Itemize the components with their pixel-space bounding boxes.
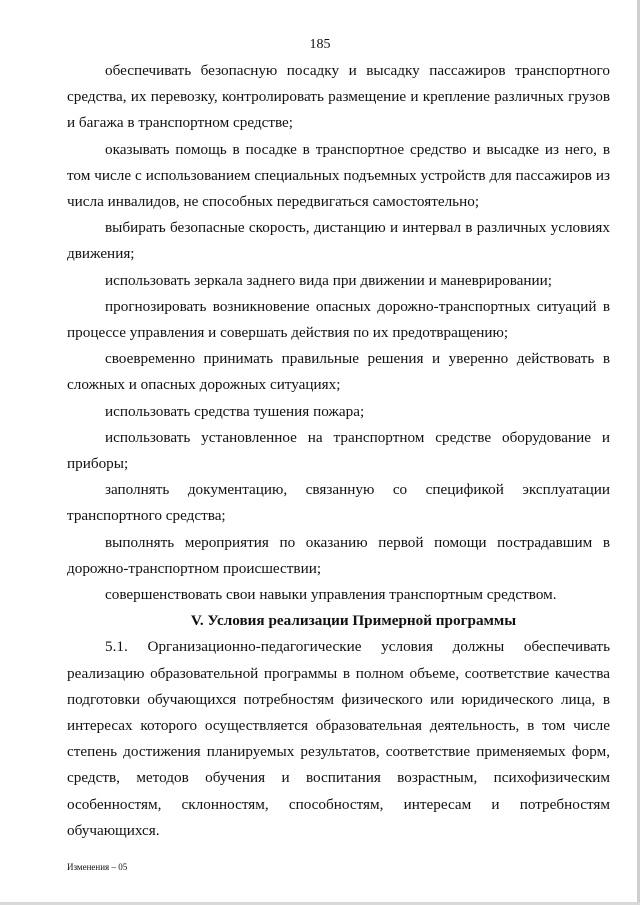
list-item: обеспечивать безопасную посадку и высадку пассажиров транспортного средства, их перевозку, контролировать размещение и крепление различных грузов и багажа в транспортном средстве;: [67, 62, 610, 132]
list-item: своевременно принимать правильные решения и уверенно действовать в сложных и опасных дорожных ситуациях;: [67, 350, 610, 394]
footer-note: Изменения – 05: [67, 862, 128, 872]
page-body: [67, 58, 610, 844]
page-number: 185: [309, 37, 331, 52]
list-item: заполнять документацию, связанную со спецификой эксплуатации транспортного средства;: [67, 481, 610, 525]
list-item: оказывать помощь в посадке в транспортное средство и высадке из него, в том числе с использованием специальных подъемных устройств для пассажиров из числа инвалидов, не способных передвигаться самостоятельно;: [67, 140, 610, 211]
list-item: выбирать безопасные скорость, дистанцию и интервал в различных условиях движения;: [67, 219, 610, 263]
section-paragraph: 5.1. Организационно-педагогические условия должны обеспечивать реализацию образовательной программы в полном объеме, соответствие качества подготовки обучающихся потребностям физического или юридического лица, в интересах которого осуществляется образовательная деятельность, в том числе степень достижения планируемых результатов, соответствие применяемых форм, средств, методов обучения и воспитания возрастным, психофизическим особенностям, склонностям, способностям, интересам и потребностям обучающихся.: [67, 638, 610, 839]
list-item: совершенствовать свои навыки управления транспортным средством.: [105, 586, 557, 604]
list-item: прогнозировать возникновение опасных дорожно-транспортных ситуаций в процессе управления и совершать действия по их предотвращению;: [67, 297, 610, 342]
section-heading: V. Условия реализации Примерной программы: [190, 612, 517, 630]
list-item: использовать средства тушения пожара;: [105, 402, 365, 420]
list-item: выполнять мероприятия по оказанию первой помощи пострадавшим в дорожно-транспортном происшествии;: [67, 533, 610, 577]
list-item: использовать установленное на транспортном средстве оборудование и приборы;: [67, 428, 610, 473]
list-item: использовать зеркала заднего вида при движении и маневрировании;: [105, 271, 553, 289]
